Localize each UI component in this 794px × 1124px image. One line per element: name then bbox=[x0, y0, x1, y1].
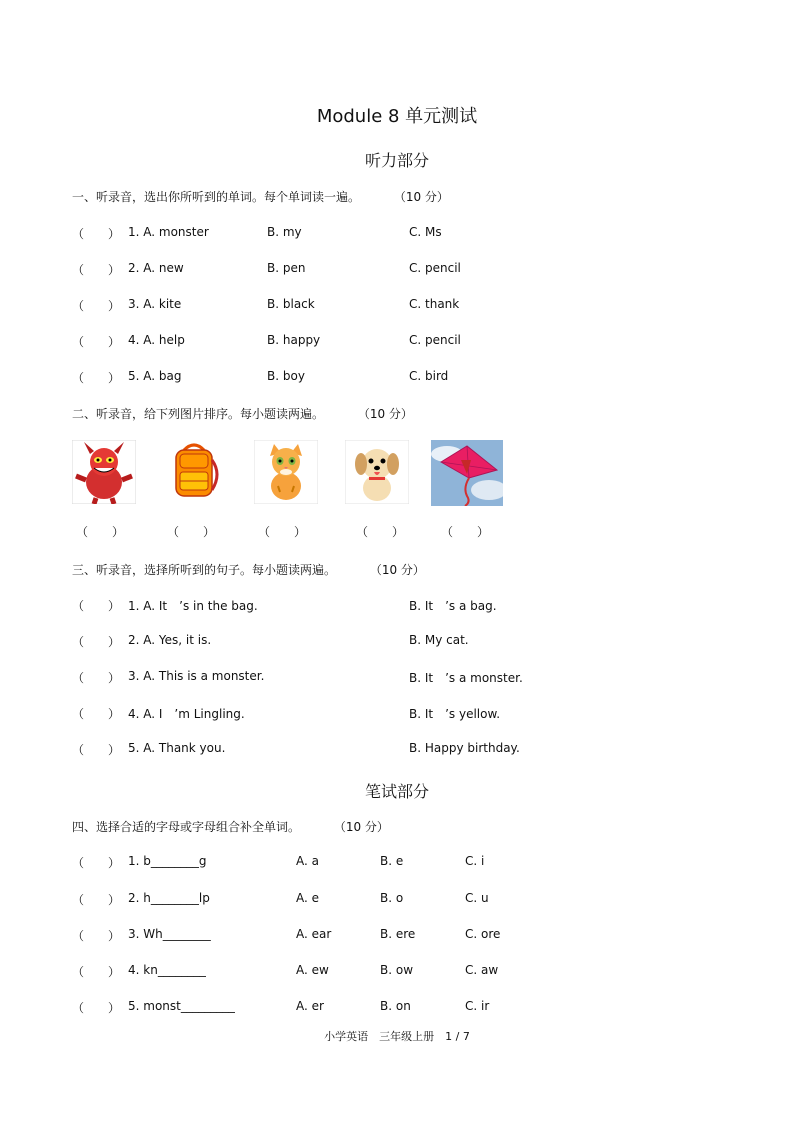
s1-question-row bbox=[0, 261, 794, 277]
s4-question-row bbox=[0, 927, 794, 943]
writing-heading: 笔试部分 bbox=[364, 782, 429, 801]
answer-bracket[interactable]: （ ） bbox=[72, 893, 121, 907]
s3-question-row bbox=[0, 669, 794, 685]
option-b: B. e bbox=[380, 854, 404, 868]
option-c: C. thank bbox=[409, 297, 460, 311]
answer-bracket[interactable]: （ ） bbox=[72, 671, 121, 685]
s3-question-row bbox=[0, 597, 794, 613]
section-2-title-text: 二、听录音，给下列图片排序。每小题读两遍。 bbox=[72, 407, 325, 421]
option-b: B. boy bbox=[267, 369, 305, 383]
option-b: B. on bbox=[380, 999, 411, 1013]
option-c: C. ir bbox=[465, 999, 490, 1013]
s1-question-row bbox=[0, 225, 794, 241]
option-b: B. ow bbox=[380, 963, 414, 977]
option-a: 2. A. new bbox=[128, 261, 184, 275]
picture-answer-bracket[interactable]: （ ） bbox=[76, 525, 125, 539]
option-b: B. o bbox=[380, 891, 404, 905]
word-blank: 4. kn________ bbox=[128, 963, 206, 977]
option-b: B. Happy birthday. bbox=[409, 741, 520, 755]
answer-bracket[interactable]: （ ） bbox=[72, 371, 121, 385]
option-a: 5. A. bag bbox=[128, 369, 182, 383]
answer-bracket[interactable]: （ ） bbox=[72, 965, 121, 979]
answer-bracket[interactable]: （ ） bbox=[72, 929, 121, 943]
option-a: A. er bbox=[296, 999, 324, 1013]
word-blank: 3. Wh________ bbox=[128, 927, 211, 941]
s4-question-row bbox=[0, 963, 794, 979]
option-a: A. ear bbox=[296, 927, 332, 941]
option-c: C. Ms bbox=[409, 225, 442, 239]
section-1-score: （10 分） bbox=[393, 190, 449, 204]
option-b: B. black bbox=[267, 297, 315, 311]
dog-picture bbox=[345, 440, 409, 504]
answer-bracket[interactable]: （ ） bbox=[72, 743, 121, 757]
cat-picture bbox=[254, 440, 318, 504]
schoolbag-picture bbox=[162, 440, 226, 504]
answer-bracket[interactable]: （ ） bbox=[72, 263, 121, 277]
s1-question-row bbox=[0, 333, 794, 349]
option-b: B. It ’s a monster. bbox=[409, 671, 523, 685]
section-3-title-text: 三、听录音，选择所听到的句子。每小题读两遍。 bbox=[72, 563, 337, 577]
s1-question-row bbox=[0, 297, 794, 313]
s4-question-row bbox=[0, 854, 794, 870]
option-b: B. ere bbox=[380, 927, 416, 941]
option-a: 1. A. It ’s in the bag. bbox=[128, 599, 258, 613]
word-blank: 5. monst_________ bbox=[128, 999, 235, 1013]
answer-bracket[interactable]: （ ） bbox=[72, 335, 121, 349]
monster-picture bbox=[72, 440, 136, 504]
section-3-title bbox=[72, 561, 425, 578]
s3-question-row bbox=[0, 705, 794, 721]
section-1-title bbox=[72, 188, 449, 205]
s4-question-row bbox=[0, 999, 794, 1015]
option-b: B. my bbox=[267, 225, 302, 239]
word-blank: 1. b________g bbox=[128, 854, 207, 868]
option-c: C. pencil bbox=[409, 333, 461, 347]
section-4-title-text: 四、选择合适的字母或字母组合补全单词。 bbox=[72, 820, 301, 834]
picture-answer-bracket[interactable]: （ ） bbox=[441, 525, 490, 539]
answer-bracket[interactable]: （ ） bbox=[72, 707, 121, 721]
listening-heading: 听力部分 bbox=[364, 151, 429, 170]
section-3-score: （10 分） bbox=[369, 563, 425, 577]
option-c: C. i bbox=[465, 854, 485, 868]
option-a: A. a bbox=[296, 854, 319, 868]
picture-answer-bracket[interactable]: （ ） bbox=[356, 525, 405, 539]
option-b: B. pen bbox=[267, 261, 306, 275]
option-a: 5. A. Thank you. bbox=[128, 741, 226, 755]
section-1-title-text: 一、听录音，选出你所听到的单词。每个单词读一遍。 bbox=[72, 190, 361, 204]
option-a: A. ew bbox=[296, 963, 329, 977]
picture-answer-bracket[interactable]: （ ） bbox=[167, 525, 216, 539]
option-c: C. aw bbox=[465, 963, 499, 977]
picture-answer-bracket[interactable]: （ ） bbox=[258, 525, 307, 539]
word-blank: 2. h________lp bbox=[128, 891, 210, 905]
option-c: C. ore bbox=[465, 927, 501, 941]
s4-question-row bbox=[0, 891, 794, 907]
option-b: B. It ’s yellow. bbox=[409, 707, 501, 721]
option-a: 3. A. This is a monster. bbox=[128, 669, 265, 683]
option-b: B. happy bbox=[267, 333, 321, 347]
s3-question-row bbox=[0, 633, 794, 649]
option-b: B. It ’s a bag. bbox=[409, 599, 497, 613]
section-4-title bbox=[72, 818, 389, 835]
answer-bracket[interactable]: （ ） bbox=[72, 299, 121, 313]
option-a: 1. A. monster bbox=[128, 225, 209, 239]
s1-question-row bbox=[0, 369, 794, 385]
answer-bracket[interactable]: （ ） bbox=[72, 599, 121, 613]
s3-question-row bbox=[0, 741, 794, 757]
answer-bracket[interactable]: （ ） bbox=[72, 227, 121, 241]
option-a: 3. A. kite bbox=[128, 297, 182, 311]
section-4-score: （10 分） bbox=[333, 820, 389, 834]
page-footer: 小学英语 三年级上册 1 / 7 bbox=[324, 1030, 470, 1043]
option-a: 4. A. I ’m Lingling. bbox=[128, 707, 245, 721]
option-c: C. u bbox=[465, 891, 489, 905]
answer-bracket[interactable]: （ ） bbox=[72, 856, 121, 870]
option-c: C. bird bbox=[409, 369, 449, 383]
option-a: 4. A. help bbox=[128, 333, 185, 347]
option-a: 2. A. Yes, it is. bbox=[128, 633, 212, 647]
option-c: C. pencil bbox=[409, 261, 461, 275]
answer-bracket[interactable]: （ ） bbox=[72, 635, 121, 649]
section-2-score: （10 分） bbox=[357, 407, 413, 421]
kite-picture bbox=[431, 440, 503, 506]
answer-bracket[interactable]: （ ） bbox=[72, 1001, 121, 1015]
page-title: Module 8 单元测试 bbox=[316, 106, 478, 127]
option-a: A. e bbox=[296, 891, 320, 905]
section-2-title bbox=[72, 405, 413, 422]
option-b: B. My cat. bbox=[409, 633, 469, 647]
